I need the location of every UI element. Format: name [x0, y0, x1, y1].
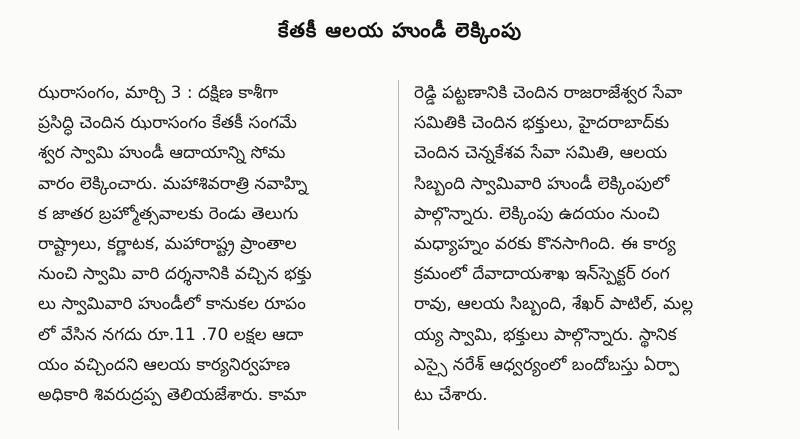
article-line: లు స్వామివారి హుండీలో కానుకల రూపం [38, 294, 306, 315]
article-line: శ్వర స్వామి హుండీ ఆదాయాన్ని సోమ [38, 143, 286, 164]
article-line: క్రమంలో దేవాదాయశాఖ ఇన్‌స్పెక్టర్ రంగ [414, 264, 670, 285]
article-line: లో వేసిన నగదు రూ.11 .70 లక్షల ఆదా [38, 324, 304, 345]
article-line: సమితికి చెందిన భక్తులు, హైదరాబాద్‌కు [414, 113, 670, 134]
article-line: ప్రసిద్ధి చెందిన ఝరాసంగం కేతకీ సంగమే [38, 113, 297, 134]
article-line: చెందిన చెన్నకేశవ సేవా సమితి, ఆలయ [414, 143, 668, 164]
article-line: క జాతర బ్రహ్మోత్సవాలకు రెండు తెలుగు [38, 203, 299, 224]
article-line: టు చేశారు. [414, 384, 488, 405]
headline: కేతకీ ఆలయ హుండీ లెక్కింపు [277, 17, 523, 42]
article-line: సిబ్బంది స్వామివారి హుండీ లెక్కింపులో [414, 173, 670, 194]
article-line: ఝరాసంగం, మార్చి 3 : దక్షిణ కాశీగా [38, 83, 279, 103]
article-line: నుంచి స్వామి వారి దర్శనానికి వచ్చిన భక్తు [38, 264, 312, 285]
article-line: పాల్గొన్నారు. లెక్కింపు ఉదయం నుంచి [414, 203, 660, 224]
article-line: ఎస్సై నరేశ్ ఆధ్వర్యంలో బందోబస్తు ఏర్పా [414, 354, 680, 375]
column-divider [398, 80, 399, 430]
article-line: రెడ్డి పట్టణానికి చెందిన రాజరాజేశ్వర సేవా [414, 83, 683, 103]
article-column-left [38, 78, 378, 410]
article-line: రాష్ట్రాలు, కర్ణాటక, మహారాష్ట్ర ప్రాంతాల [38, 233, 297, 254]
article-column-right [414, 78, 754, 410]
article-line: మధ్యాహ్నం వరకు కొనసాగింది. ఈ కార్య [414, 233, 676, 254]
article-line: రావు, ఆలయ సిబ్బంది, శేఖర్ పాటిల్, మల్ల [414, 294, 694, 315]
article-line: అధికారి శివరుద్రప్ప తెలియజేశారు. కామా [38, 384, 307, 405]
article-line: య్య స్వామి, భక్తులు పాల్గొన్నారు. స్థానిక [414, 324, 677, 345]
article-line: వారం లెక్కించారు. మహాశివరాత్రి నవాహ్ని [38, 173, 308, 194]
article-line: యం వచ్చిందని ఆలయ కార్యనిర్వహణ [38, 354, 291, 375]
